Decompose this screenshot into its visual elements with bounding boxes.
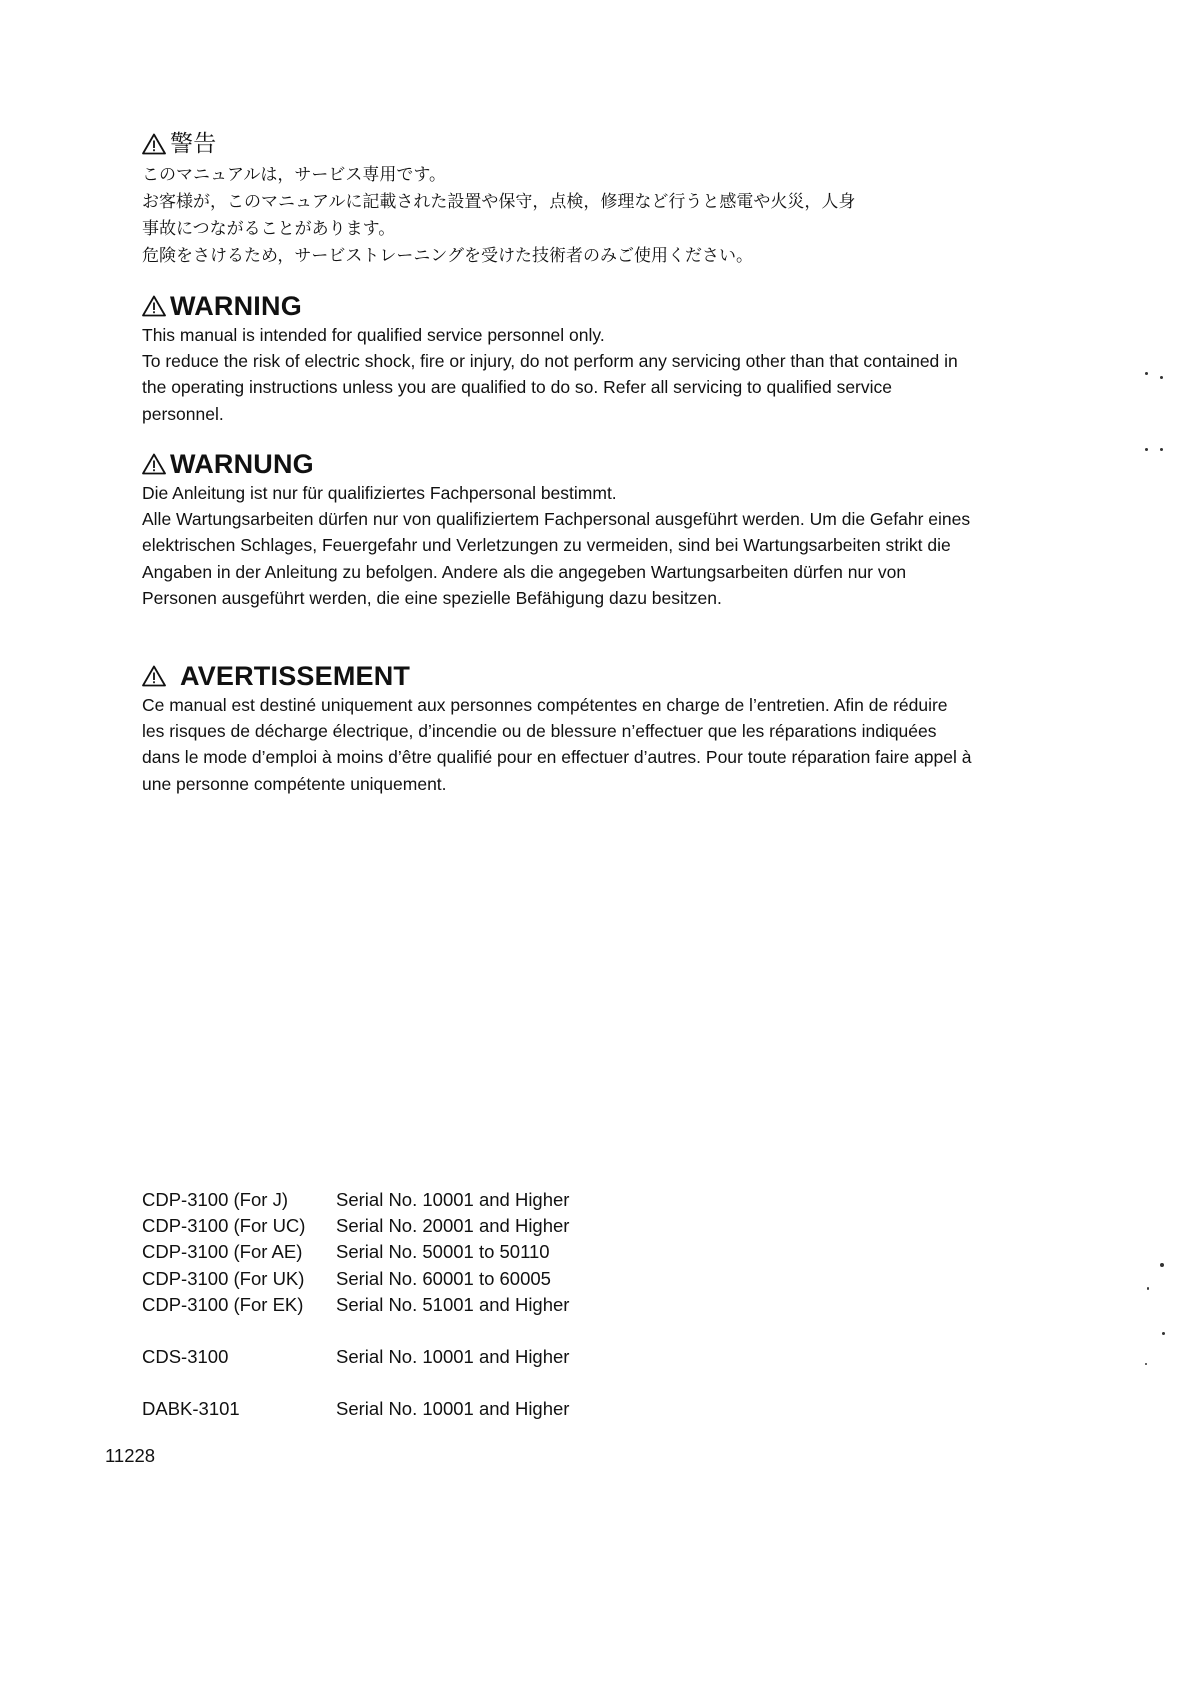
warning-heading-german-text: WARNUNG xyxy=(170,449,314,479)
warning-body-japanese: このマニュアルは，サービス専用です。 お客様が，このマニュアルに記載された設置や保守，点検，修理など行うと感電や火災，人身 事故につながることがあります。 危険をさけるため，サービストレーニングを受けた技術者のみご使用ください。 xyxy=(142,165,856,266)
warning-english-line1: This manual is intended for qualified service personnel only. xyxy=(142,325,605,345)
model-serial: Serial No. 10001 and Higher xyxy=(336,1189,570,1210)
model-name: CDP-3100 (For J) xyxy=(142,1189,288,1210)
model-name: CDP-3100 (For UK) xyxy=(142,1267,305,1289)
warning-french-body: Ce manual est destiné uniquement aux personnes compétentes en charge de l’entretien. Afin de réduire les risques de décharge électrique, d’incendie ou de blessure n’effectuer que les réparations indiquées dans le mode d’emploi à moins d’être qualifié pour en effectuer d’autres. Pour toute réparation faire appel à une personne compétente uniquement. xyxy=(142,695,972,794)
model-row xyxy=(142,1266,569,1292)
warning-german xyxy=(142,448,972,611)
warning-german-line1: Die Anleitung ist nur für qualifiziertes Fachpersonal bestimmt. xyxy=(142,483,617,503)
warning-heading-japanese-text: 警告 xyxy=(170,131,217,157)
scan-speck xyxy=(1145,372,1148,375)
warning-triangle-icon xyxy=(142,665,166,687)
warning-triangle-icon xyxy=(142,133,166,155)
warning-triangle-icon xyxy=(142,453,166,475)
model-name: DABK-3101 xyxy=(142,1398,240,1420)
warning-french xyxy=(142,660,972,797)
model-row xyxy=(142,1292,569,1318)
scan-speck xyxy=(1160,376,1163,379)
warning-japanese xyxy=(142,128,972,270)
model-serial: Serial No. 50001 to 50110 xyxy=(336,1241,550,1263)
warning-heading-french-text: AVERTISSEMENT xyxy=(180,661,411,691)
model-serial: Serial No. 60001 to 60005 xyxy=(336,1267,551,1289)
warning-heading-german xyxy=(142,448,972,480)
model-name: CDP-3100 (For EK) xyxy=(142,1293,304,1315)
scan-speck xyxy=(1160,448,1163,451)
scan-speck xyxy=(1145,1363,1147,1365)
model-row xyxy=(142,1396,569,1422)
model-serial: Serial No. 10001 and Higher xyxy=(336,1345,570,1367)
model-serial: Serial No. 10001 and Higher xyxy=(336,1398,570,1420)
warning-english-line2: To reduce the risk of electric shock, fire or injury, do not perform any servicing other than that contained in the operating instructions unless you are qualified to do so. Refer all servicing to qualified service personnel. xyxy=(142,351,958,424)
model-row xyxy=(142,1187,569,1213)
model-row xyxy=(142,1344,569,1370)
warning-heading-english-text: WARNING xyxy=(170,291,302,321)
scan-speck xyxy=(1147,1287,1149,1290)
warning-heading-english xyxy=(142,290,972,322)
model-name: CDP-3100 (For UC) xyxy=(142,1215,306,1237)
warning-german-line2: Alle Wartungsarbeiten dürfen nur von qualifiziertem Fachpersonal ausgeführt werden. Um die Gefahr eines elektrischen Schlages, Feuergefahr und Verletzungen zu vermeiden, sind bei Wartungsarbeiten strikt die Angaben in der Anleitung zu befolgen. Andere als die angegeben Wartungsarbeiten dürfen nur von Personen ausgeführt werden, die eine spezielle Befähigung dazu besitzen. xyxy=(142,509,971,608)
warning-english xyxy=(142,290,972,427)
model-row xyxy=(142,1213,569,1239)
scan-speck xyxy=(1162,1332,1165,1335)
model-name: CDP-3100 (For AE) xyxy=(142,1241,303,1263)
model-serial: Serial No. 51001 and Higher xyxy=(336,1293,570,1315)
model-name: CDS-3100 xyxy=(142,1345,229,1367)
warning-heading-french xyxy=(142,660,972,692)
scan-speck xyxy=(1160,1263,1164,1267)
model-row xyxy=(142,1239,569,1265)
warning-triangle-icon xyxy=(142,295,166,317)
model-serial-list xyxy=(142,1187,569,1422)
document-number: 11228 xyxy=(105,1445,156,1466)
scan-speck xyxy=(1145,448,1148,451)
warning-heading-japanese xyxy=(142,128,972,160)
model-serial: Serial No. 20001 and Higher xyxy=(336,1215,570,1237)
